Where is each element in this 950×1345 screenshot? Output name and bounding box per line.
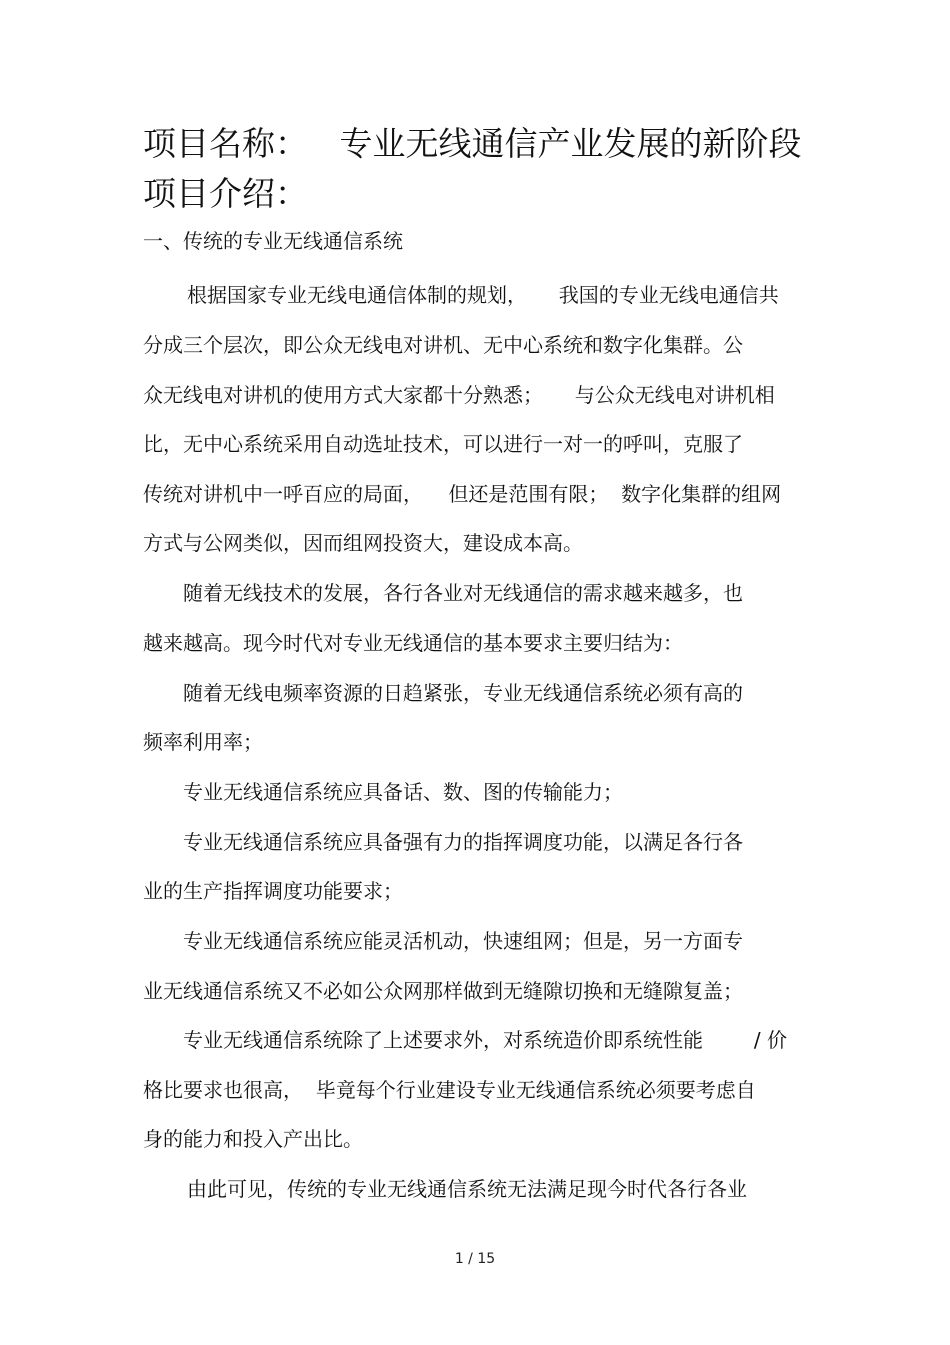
body-line: 随着无线电频率资源的日趋紧张，专业无线通信系统必须有高的	[183, 681, 743, 705]
project-intro-title: 项目介绍：	[143, 174, 308, 213]
body-line: 方式与公网类似，因而组网投资大，建设成本高。	[143, 531, 583, 555]
body-line: 传统对讲机中一呼百应的局面， 但还是范围有限； 数字化集群的组网	[143, 482, 782, 506]
body-line: 专业无线通信系统除了上述要求外，对系统造价即系统性能 / 价	[183, 1028, 787, 1052]
body-line: 业无线通信系统又不必如公众网那样做到无缝隙切换和无缝隙复盖；	[143, 979, 743, 1003]
body-line: 专业无线通信系统应能灵活机动，快速组网；但是，另一方面专	[183, 929, 743, 953]
body-line: 专业无线通信系统应具备话、数、图的传输能力；	[183, 780, 623, 804]
body-line: 根据国家专业无线电通信体制的规划， 我国的专业无线电通信共	[187, 283, 779, 307]
body-line: 业的生产指挥调度功能要求；	[143, 879, 403, 903]
body-line: 越来越高。现今时代对专业无线通信的基本要求主要归结为：	[143, 631, 683, 655]
body-line: 随着无线技术的发展，各行各业对无线通信的需求越来越多，也	[183, 581, 743, 605]
section-heading: 一、传统的专业无线通信系统	[143, 229, 403, 253]
project-name-title: 项目名称： 专业无线通信产业发展的新阶段	[143, 124, 802, 163]
body-line: 格比要求也很高， 毕竟每个行业建设专业无线通信系统必须要考虑自	[143, 1078, 756, 1102]
body-line: 专业无线通信系统应具备强有力的指挥调度功能，以满足各行各	[183, 830, 743, 854]
body-line: 频率利用率；	[143, 730, 263, 754]
body-line: 由此可见，传统的专业无线通信系统无法满足现今时代各行各业	[187, 1177, 747, 1201]
body-line: 比，无中心系统采用自动选址技术，可以进行一对一的呼叫，克服了	[143, 432, 743, 456]
body-line: 分成三个层次，即公众无线电对讲机、无中心系统和数字化集群。公	[143, 333, 743, 357]
page-number: 1 / 15	[454, 1251, 496, 1267]
body-line: 身的能力和投入产出比。	[143, 1127, 363, 1151]
body-line: 众无线电对讲机的使用方式大家都十分熟悉； 与公众无线电对讲机相	[143, 383, 775, 407]
